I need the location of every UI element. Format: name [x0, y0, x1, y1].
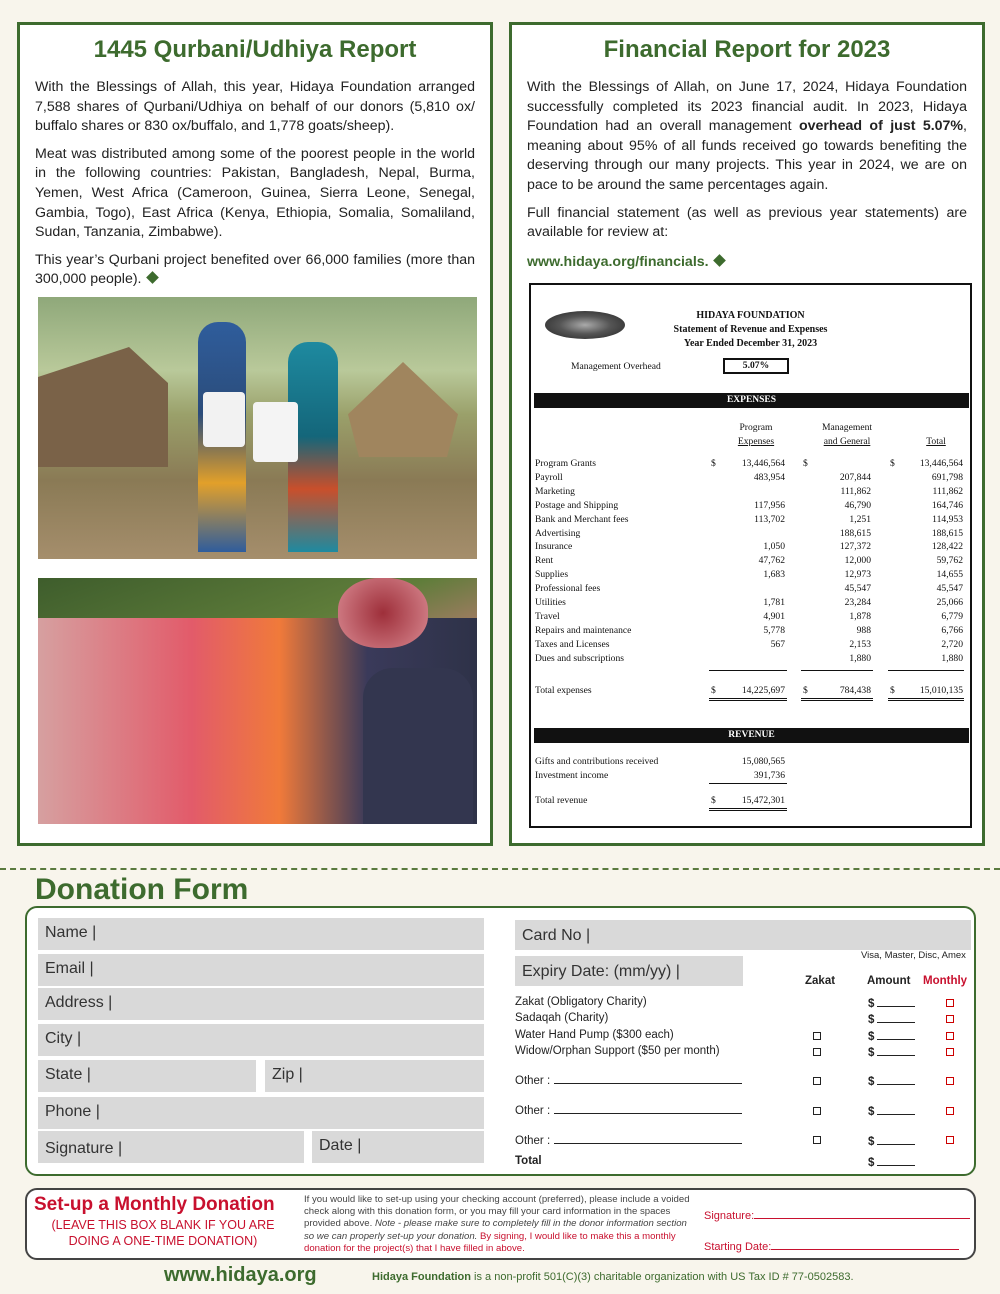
overhead-value: 5.07% — [723, 358, 789, 374]
donation-item-zakat: Zakat (Obligatory Charity) — [515, 996, 647, 1008]
monthly-starting-date-line[interactable]: Starting Date: — [704, 1240, 959, 1253]
expense-row: Advertising 188,615 188,615 — [535, 527, 963, 539]
expense-row: Supplies 1,683 12,973 14,655 — [535, 569, 963, 581]
other-item[interactable]: Other : — [515, 1104, 742, 1117]
financial-paragraph-2: Full financial statement (as well as previous year statements) are available for review at: — [527, 204, 967, 241]
email-field[interactable]: Email | — [38, 954, 484, 986]
expense-row: Professional fees 45,547 45,547 — [535, 583, 963, 595]
footer-website-link[interactable]: www.hidaya.org — [164, 1264, 317, 1286]
expense-row: Insurance 1,050 127,372 128,422 — [535, 541, 963, 553]
total-expenses-row: Total expenses $ 14,225,697 $ 784,438 $ 15,010,135 — [535, 685, 963, 696]
monthly-checkbox[interactable] — [946, 999, 954, 1007]
cards-accepted: Visa, Master, Disc, Amex — [861, 950, 966, 961]
revenue-row: Investment income 391,736 — [535, 770, 785, 781]
expense-row: Postage and Shipping 117,956 46,790 164,746 — [535, 499, 963, 511]
amount-input[interactable]: $ — [868, 1104, 915, 1118]
expense-row: Travel 4,901 1,878 6,779 — [535, 610, 963, 622]
statement-header: HIDAYA FOUNDATION Statement of Revenue and Expenses Year Ended December 31, 2023 — [673, 310, 828, 349]
monthly-checkbox[interactable] — [946, 1107, 954, 1115]
qurbani-photo-meat-distribution-line — [38, 578, 477, 824]
city-field[interactable]: City | — [38, 1024, 484, 1056]
signature-field[interactable]: Signature | — [38, 1131, 304, 1163]
financial-report-panel — [509, 22, 985, 846]
total-amount-input[interactable]: $ — [868, 1155, 915, 1169]
overhead-label: Management Overhead — [571, 361, 661, 372]
other-item[interactable]: Other : — [515, 1074, 742, 1087]
zakat-checkbox[interactable] — [813, 1048, 821, 1056]
monthly-checkbox[interactable] — [946, 1136, 954, 1144]
revenue-bar: REVENUE — [534, 728, 969, 743]
col-management-general: Management and General — [821, 422, 873, 447]
total-label: Total — [515, 1155, 542, 1167]
address-field[interactable]: Address | — [38, 988, 484, 1020]
state-field[interactable]: State | — [38, 1060, 256, 1092]
amount-input[interactable]: $ — [868, 996, 915, 1010]
financials-link[interactable]: www.hidaya.org/financials. — [512, 253, 982, 273]
zakat-checkbox[interactable] — [813, 1032, 821, 1040]
zip-field[interactable]: Zip | — [265, 1060, 484, 1092]
zakat-checkbox[interactable] — [813, 1136, 821, 1144]
donation-item-widow-orphan: Widow/Orphan Support ($50 per month) — [515, 1045, 720, 1057]
expense-row: Utilities 1,781 23,284 25,066 — [535, 597, 963, 608]
diamond-icon — [146, 271, 159, 284]
expense-row: Payroll 483,954 207,844 691,798 — [535, 471, 963, 483]
monthly-donation-box — [25, 1188, 976, 1260]
expense-row: Bank and Merchant fees 113,702 1,251 114,953 — [535, 513, 963, 525]
expenses-bar: EXPENSES — [534, 393, 969, 408]
amount-input[interactable]: $ — [868, 1012, 915, 1026]
date-field[interactable]: Date | — [312, 1131, 484, 1163]
other-item[interactable]: Other : — [515, 1134, 742, 1147]
amount-input[interactable]: $ — [868, 1029, 915, 1043]
amount-input[interactable]: $ — [868, 1134, 915, 1148]
monthly-checkbox[interactable] — [946, 1015, 954, 1023]
qurbani-paragraph-1: With the Blessings of Allah, this year, Hidaya Foundation arranged 7,588 shares of Qurbani/Udhiya on behalf of our donors (5,810 ox/ buffalo shares or 830 ox/buffalo, and 1,778 goats/sheep). — [35, 79, 475, 135]
qurbani-report-panel — [17, 22, 493, 846]
monthly-checkbox[interactable] — [946, 1032, 954, 1040]
col-program-expenses: Program Expenses — [737, 422, 775, 447]
amount-input[interactable]: $ — [868, 1045, 915, 1059]
donation-item-sadaqah: Sadaqah (Charity) — [515, 1012, 609, 1024]
donation-form-title: Donation Form — [35, 873, 249, 906]
donation-item-water-pump: Water Hand Pump ($300 each) — [515, 1029, 674, 1041]
amount-input[interactable]: $ — [868, 1074, 915, 1088]
monthly-signature-line[interactable]: Signature: — [704, 1209, 970, 1222]
financial-title: Financial Report for 2023 — [603, 36, 891, 63]
expense-row: Marketing 111,862 111,862 — [535, 485, 963, 497]
cut-line — [0, 868, 1000, 870]
revenue-row: Gifts and contributions received 15,080,565 — [535, 756, 785, 767]
diamond-icon — [713, 254, 726, 267]
monthly-checkbox[interactable] — [946, 1048, 954, 1056]
monthly-checkbox[interactable] — [946, 1077, 954, 1085]
expense-row: Program Grants $ $ $ 13,446,564 13,446,564 — [535, 458, 963, 469]
col-total: Total — [926, 436, 946, 447]
footer-tax-info: Hidaya Foundation is a non-profit 501(C)(3) charitable organization with US Tax ID # 77-0502583. — [372, 1271, 854, 1283]
donation-form — [25, 906, 976, 1176]
expense-row: Dues and subscriptions 1,880 1,880 — [535, 652, 963, 664]
monthly-instructions: If you would like to set-up using your checking account (preferred), please include a voided check along with this donation form, or you may fill your card information in the spaces provided above. Note - please make sure to completely fill in the donor information section so we can properly set-up your donation. By signing, I would like to make this a monthly donation for the project(s) that I have filled in above. — [304, 1194, 690, 1254]
monthly-column-header: Monthly — [923, 975, 968, 987]
qurbani-photo-women-with-bags — [38, 297, 477, 559]
name-field[interactable]: Name | — [38, 918, 484, 950]
card-number-field[interactable]: Card No | — [515, 920, 971, 950]
monthly-subtitle: (LEAVE THIS BOX BLANK IF YOU ARE DOING A ONE-TIME DONATION) — [51, 1218, 275, 1248]
zakat-checkbox[interactable] — [813, 1107, 821, 1115]
financial-statement — [529, 283, 972, 828]
qurbani-paragraph-2: Meat was distributed among some of the poorest people in the world in the following countries: Pakistan, Bangladesh, Nepal, Burma, Yemen, West Africa (Cameroon, Guinea, Sierra Leone, Senegal, Gambia, Togo), East Africa (Kenya, Ethiopia, Somalia, Somaliland, Sudan, Tanzania, Zimbabwe). — [35, 145, 475, 241]
expense-row: Taxes and Licenses 567 2,153 2,720 — [535, 638, 963, 650]
zakat-column-header: Zakat — [805, 975, 836, 987]
total-revenue-row: Total revenue $ 15,472,301 — [535, 795, 785, 806]
qurbani-title: 1445 Qurbani/Udhiya Report — [93, 36, 417, 63]
financial-paragraph-1: With the Blessings of Allah, on June 17, 2024, Hidaya Foundation successfully completed its 2023 financial audit. In 2023, Hidaya Foundation had an overall management overhead of just 5.07%, meaning about 95% of all funds received go towards benefiting the deserving through our many projects. This year in 2024, we are on pace to be around the same percentages again. — [527, 79, 967, 193]
zakat-checkbox[interactable] — [813, 1077, 821, 1085]
expiry-date-field[interactable]: Expiry Date: (mm/yy) | — [515, 956, 743, 986]
expense-row: Rent 47,762 12,000 59,762 — [535, 555, 963, 567]
expense-row: Repairs and maintenance 5,778 988 6,766 — [535, 624, 963, 636]
monthly-title: Set-up a Monthly Donation — [34, 1194, 275, 1215]
amount-column-header: Amount — [867, 975, 911, 987]
phone-field[interactable]: Phone | — [38, 1097, 484, 1129]
qurbani-paragraph-3: This year’s Qurbani project benefited over 66,000 families (more than 300,000 people). — [35, 251, 475, 288]
